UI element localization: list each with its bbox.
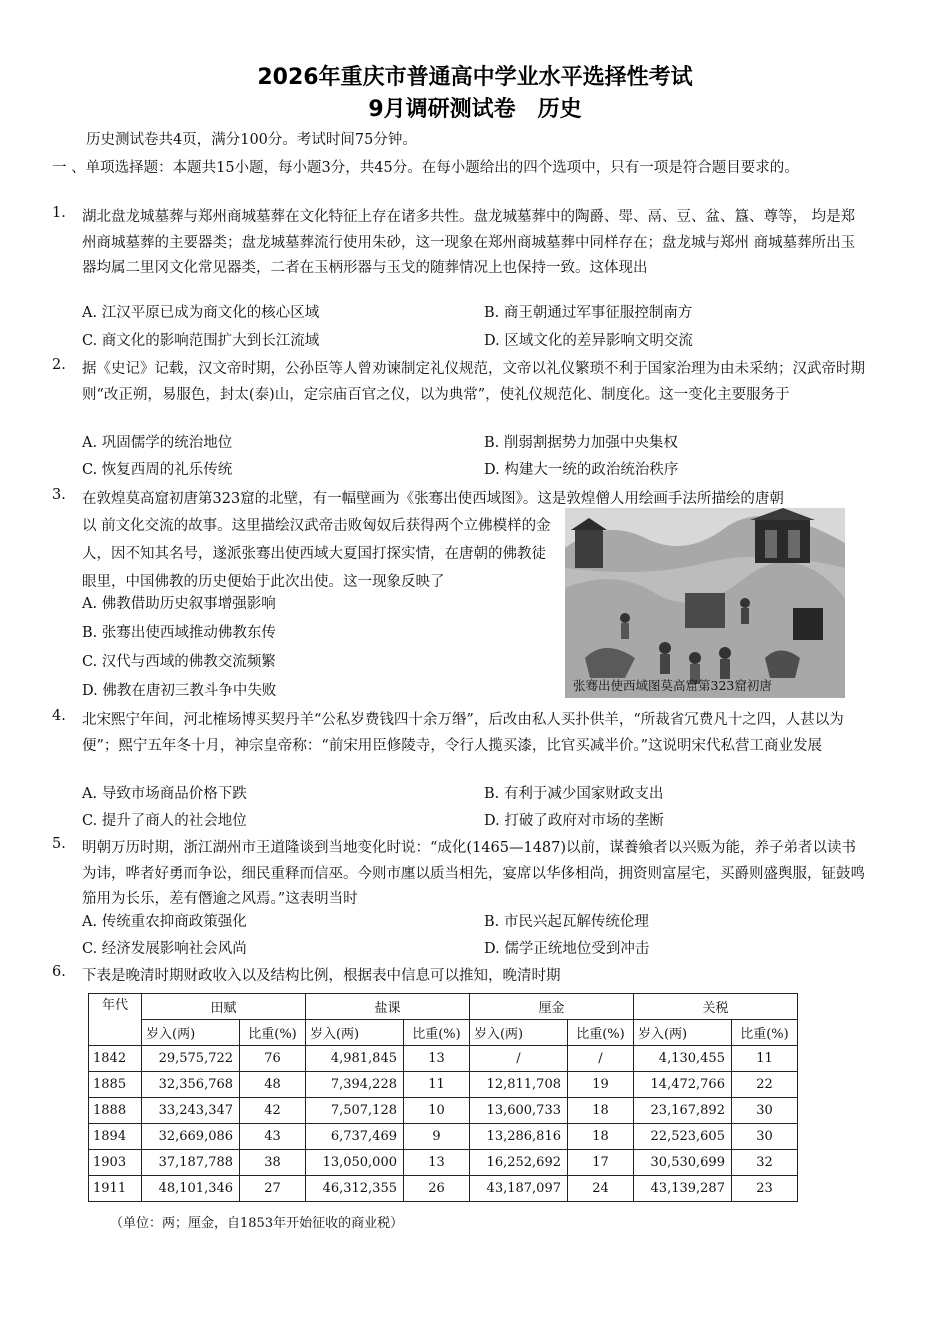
table-cell: 30: [731, 1098, 797, 1124]
table-subheader: 岁入(两): [142, 1020, 240, 1046]
exam-title: 2026年重庆市普通高中学业水平选择性考试: [257, 65, 693, 90]
table-cell: 22: [731, 1072, 797, 1098]
question-number: 1.: [52, 205, 66, 221]
table-cell: 16,252,692: [469, 1150, 567, 1176]
table-cell: 42: [240, 1098, 306, 1124]
table-cell: 13,286,816: [469, 1124, 567, 1150]
table-cell-year: 1911: [89, 1176, 142, 1202]
table-cell: 43: [240, 1124, 306, 1150]
option-d[interactable]: D. 佛教在唐初三教斗争中失败: [82, 683, 277, 699]
table-header-group: 关税: [633, 994, 797, 1020]
option-b[interactable]: B. 市民兴起瓦解传统伦理: [484, 914, 649, 930]
option-c[interactable]: C. 提升了商人的社会地位: [82, 813, 247, 829]
table-cell: 10: [404, 1098, 470, 1124]
question-stem: 据《史记》记载，汉文帝时期，公孙臣等人曾劝谏制定礼仪规范，文帝以礼仪繁琐不利于国家治理为由未采纳；汉武帝时期则“改正朔，易服色，封太(泰)山，定宗庙百官之仪，以为典常”，使礼仪规范化、制度化。这一变化主要服务于: [82, 361, 865, 403]
table-row: [89, 1072, 798, 1098]
table-cell: 9: [404, 1124, 470, 1150]
table-cell: 18: [567, 1098, 633, 1124]
table-cell: 32: [731, 1150, 797, 1176]
table-cell: 38: [240, 1150, 306, 1176]
table-cell: 12,811,708: [469, 1072, 567, 1098]
table-subheader: 比重(%): [731, 1020, 797, 1046]
section-heading: 一 、单项选择题：本题共15小题，每小题3分，共45分。在每小题给出的四个选项中，只有一项是符合题目要求的。: [52, 160, 799, 176]
table-cell: 23: [731, 1176, 797, 1202]
question-stem-rest: 以 前文化交流的故事。这里描绘汉武帝击败匈奴后获得两个立佛模样的金人，因不知其名号，遂派张骞出使西域大夏国打探实情，在唐朝的佛教徒眼里，中国佛教的历史便始于此次出使。这一现象反映了: [82, 518, 551, 590]
table-cell: 30,530,699: [633, 1150, 731, 1176]
table-cell: 17: [567, 1150, 633, 1176]
option-b[interactable]: B. 削弱割据势力加强中央集权: [484, 435, 678, 451]
table-row: [89, 1176, 798, 1202]
table-cell: 32,356,768: [142, 1072, 240, 1098]
question-stem-line1: 在敦煌莫高窟初唐第323窟的北壁，有一幅壁画为《张骞出使西域图》。这是敦煌僧人用绘画手法所描绘的唐朝: [82, 491, 784, 507]
option-a[interactable]: A. 江汉平原已成为商文化的核心区域: [82, 305, 320, 321]
question-stem: 明朝万历时期，浙江湖州市王道隆谈到当地变化时说：“成化(1465—1487)以前，谋養飨者以兴贩为能，养子弟者以读书为讳，哗者好勇而争讼，细民重释而信巫。今则市廛以质当相先，宴席以华侈相尚，拥资则富屋宅，买爵则盛舆服，钲鼓鸣笳用为长乐，差有僭逾之风焉。”这表明当时: [82, 840, 865, 907]
table-cell: 43,139,287: [633, 1176, 731, 1202]
question-stem: 湖北盘龙城墓葬与郑州商城墓葬在文化特征上存在诸多共性。盘龙城墓葬中的陶爵、斝、鬲、豆、盆、簋、尊等， 均是郑州商城墓葬的主要器类；盘龙城墓葬流行使用朱砂，这一现象在郑州商城墓葬中同样存在；盘龙城与郑州 商城墓葬所出玉器均属二里冈文化常见器类，二者在玉柄形器与玉戈的随葬情况上也保持一致。这体现出: [82, 209, 856, 276]
table-cell: 23,167,892: [633, 1098, 731, 1124]
table-row: [89, 1098, 798, 1124]
table-cell: /: [469, 1046, 567, 1072]
table-cell: 30: [731, 1124, 797, 1150]
table-cell: 29,575,722: [142, 1046, 240, 1072]
mural-caption: 张骞出使西域图莫高窟第323窟初唐: [573, 678, 772, 693]
table-header-group: 盐课: [305, 994, 469, 1020]
table-subheader: 岁入(两): [469, 1020, 567, 1046]
table-subheader: 比重(%): [404, 1020, 470, 1046]
table-cell: 46,312,355: [305, 1176, 403, 1202]
table-cell: 26: [404, 1176, 470, 1202]
table-cell: 33,243,347: [142, 1098, 240, 1124]
table-cell: 37,187,788: [142, 1150, 240, 1176]
table-cell: 11: [404, 1072, 470, 1098]
table-header-group: 厘金: [469, 994, 633, 1020]
table-cell: 19: [567, 1072, 633, 1098]
table-cell: 13,050,000: [305, 1150, 403, 1176]
option-a[interactable]: A. 导致市场商品价格下跌: [82, 786, 247, 802]
table-cell: 48: [240, 1072, 306, 1098]
exam-intro: 历史测试卷共4页，满分100分。考试时间75分钟。: [86, 132, 417, 148]
table-cell-year: 1888: [89, 1098, 142, 1124]
table-cell: 76: [240, 1046, 306, 1072]
table-cell: 18: [567, 1124, 633, 1150]
question-number: 3.: [52, 487, 66, 503]
table-cell: 27: [240, 1176, 306, 1202]
mural-image: [565, 508, 845, 698]
table-subheader: 比重(%): [240, 1020, 306, 1046]
table-header-year: 年代: [89, 994, 142, 1046]
option-a[interactable]: A. 佛教借助历史叙事增强影响: [82, 596, 276, 612]
table-header-group: 田赋: [142, 994, 306, 1020]
table-cell: 48,101,346: [142, 1176, 240, 1202]
table-subheader: 岁入(两): [633, 1020, 731, 1046]
table-cell: 24: [567, 1176, 633, 1202]
table-cell: 43,187,097: [469, 1176, 567, 1202]
table-cell: 11: [731, 1046, 797, 1072]
table-cell: 4,981,845: [305, 1046, 403, 1072]
option-c[interactable]: C. 恢复西周的礼乐传统: [82, 462, 233, 478]
mural-illustration: [565, 508, 845, 698]
option-b[interactable]: B. 商王朝通过军事征服控制南方: [484, 305, 693, 321]
option-d[interactable]: D. 儒学正统地位受到冲击: [484, 941, 650, 957]
table-subheader-row: [89, 1020, 798, 1046]
table-subheader: 岁入(两): [305, 1020, 403, 1046]
table-cell: 7,507,128: [305, 1098, 403, 1124]
question-stem: 下表是晚清时期财政收入以及结构比例，根据表中信息可以推知，晚清时期: [82, 968, 561, 984]
option-b[interactable]: B. 张骞出使西域推动佛教东传: [82, 625, 276, 641]
option-a[interactable]: A. 传统重农抑商政策强化: [82, 914, 247, 930]
table-row: [89, 1046, 798, 1072]
question-number: 5.: [52, 836, 66, 852]
option-d[interactable]: D. 区域文化的差异影响文明交流: [484, 333, 693, 349]
option-d[interactable]: D. 构建大一统的政治统治秩序: [484, 462, 679, 478]
table-cell-year: 1885: [89, 1072, 142, 1098]
table-cell: 14,472,766: [633, 1072, 731, 1098]
question-stem: 北宋熙宁年间，河北榷场博买契丹羊“公私岁费钱四十余万缗”，后改由私人买扑供羊，“所裁省冗费凡十之四，人甚以为便”；熙宁五年冬十月，神宗皇帝称：“前宋用臣修陵寺，令行人揽买漆，比官买减半价。”这说明宋代私营工商业发展: [82, 712, 844, 754]
table-cell: /: [567, 1046, 633, 1072]
option-a[interactable]: A. 巩固儒学的统治地位: [82, 435, 233, 451]
option-c[interactable]: C. 汉代与西域的佛教交流频繁: [82, 654, 276, 670]
exam-subtitle: 9月调研测试卷 历史: [368, 97, 582, 122]
table-cell-year: 1894: [89, 1124, 142, 1150]
table-row: [89, 1124, 798, 1150]
question-number: 4.: [52, 708, 66, 724]
table-cell: 6,737,469: [305, 1124, 403, 1150]
question-number: 2.: [52, 357, 66, 373]
table-cell-year: 1903: [89, 1150, 142, 1176]
option-b[interactable]: B. 有利于减少国家财政支出: [484, 786, 664, 802]
table-note: （单位：两；厘金，自1853年开始征收的商业税）: [110, 1216, 404, 1231]
option-c[interactable]: C. 商文化的影响范围扩大到长江流域: [82, 333, 320, 349]
table-cell: 22,523,605: [633, 1124, 731, 1150]
table-row: [89, 1150, 798, 1176]
question-number: 6.: [52, 964, 66, 980]
table-cell: 13: [404, 1150, 470, 1176]
table-cell: 32,669,086: [142, 1124, 240, 1150]
finance-table: [88, 993, 798, 1202]
table-cell-year: 1842: [89, 1046, 142, 1072]
table-subheader: 比重(%): [567, 1020, 633, 1046]
option-d[interactable]: D. 打破了政府对市场的垄断: [484, 813, 664, 829]
table-cell: 13,600,733: [469, 1098, 567, 1124]
table-cell: 4,130,455: [633, 1046, 731, 1072]
table-cell: 13: [404, 1046, 470, 1072]
table-cell: 7,394,228: [305, 1072, 403, 1098]
table-header-row: [89, 994, 798, 1020]
option-c[interactable]: C. 经济发展影响社会风尚: [82, 941, 247, 957]
